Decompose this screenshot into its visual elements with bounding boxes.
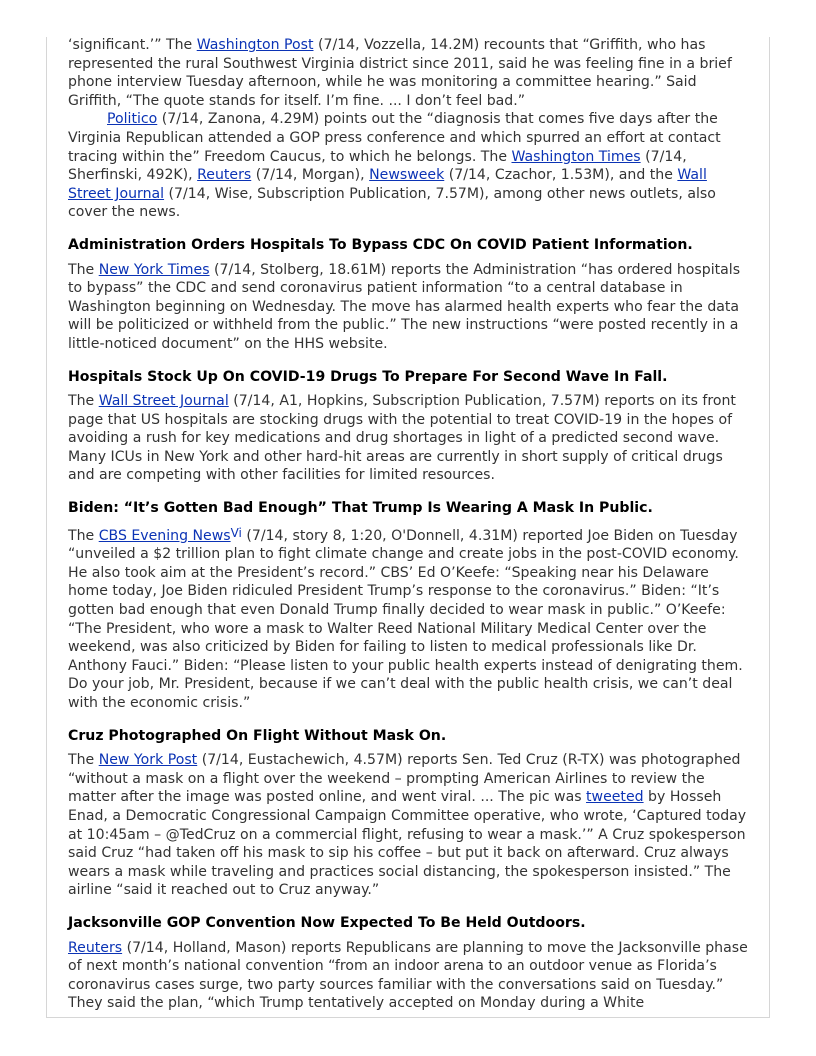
- article-heading-hospitals-bypass-cdc: Administration Orders Hospitals To Bypass CDC On COVID Patient Information.: [68, 236, 693, 253]
- new-york-times-link[interactable]: New York Times: [98, 261, 210, 278]
- cbs-evening-news-link[interactable]: CBS Evening News: [98, 527, 231, 544]
- article-paragraph-cruz-mask: The New York Post (7/14, Eustachewich, 4.57M) reports Sen. Ted Cruz (R-TX) was photographed “without a mask on a flight over the weekend – prompting American Airlines to review the matter after the image was posted online, and went viral. ... The pic was tweeted by Hosseh Enad, a Democratic Congressional Campaign Committee operative, who wrote, ‘Captured today at 10:45am – @TedCruz on a commercial flight, refusing to wear a mask.’” A Cruz spokesperson said Cruz “had taken off his mask to sip his coffee – but put it back on afterward. Cruz always wears a mask while traveling and practices social distancing, the spokesperson insisted.” The airline “said it reached out to Cruz anyway.”: [68, 752, 747, 899]
- newsweek-link[interactable]: Newsweek: [369, 167, 445, 184]
- article-paragraph-hospitals-bypass-cdc: The New York Times (7/14, Stolberg, 18.61M) reports the Administration “has ordered hospitals to bypass” the CDC and send coronavirus patient information “to a central database in Washington beginning on Wednesday. The move has alarmed health experts who fear the data will be politicized or withheld from the public.” The new instructions “were posted recently in a little-noticed document” on the HHS website.: [68, 261, 741, 352]
- article-heading-jacksonville-convention: Jacksonville GOP Convention Now Expected To Be Held Outdoors.: [68, 914, 586, 931]
- reuters-link[interactable]: Reuters: [197, 167, 252, 184]
- article-paragraph-jacksonville-convention: Reuters (7/14, Holland, Mason) reports Republicans are planning to move the Jacksonville phase of next month’s national convention “from an indoor arena to an outdoor venue as Florida’s coronavirus cases surge, two party sources familiar with the conversations said on Tuesday.” They said the plan, “which Trump tentatively accepted on Monday during a White: [68, 939, 748, 1012]
- wall-street-journal-link[interactable]: Wall Street Journal: [68, 167, 707, 202]
- griffith-paragraph-2: Politico (7/14, Zanona, 4.29M) points out the “diagnosis that comes five days after the Virginia Republican attended a GOP press conference and which spurred an effort at contact tracing within the” Freedom Caucus, to which he belongs. The Washington Times (7/14, Sherfinski, 492K), Reuters (7/14, Morgan), Newsweek (7/14, Czachor, 1.53M), and the Wall Street Journal (7/14, Wise, Subscription Publication, 7.57M), among other news outlets, also cover the news.: [68, 111, 721, 221]
- article-heading-biden-mask: Biden: “It’s Gotten Bad Enough” That Trump Is Wearing A Mask In Public.: [68, 500, 653, 517]
- washington-times-link[interactable]: Washington Times: [511, 148, 641, 165]
- reuters-link[interactable]: Reuters: [68, 939, 123, 956]
- washington-post-link[interactable]: Washington Post: [196, 37, 314, 53]
- tweeted-link[interactable]: tweeted: [586, 789, 644, 806]
- article-heading-cruz-mask: Cruz Photographed On Flight Without Mask On.: [68, 727, 447, 744]
- politico-link[interactable]: Politico: [107, 111, 158, 128]
- wall-street-journal-link[interactable]: Wall Street Journal: [98, 393, 229, 410]
- article-paragraph-hospitals-stock-drugs: The Wall Street Journal (7/14, A1, Hopkins, Subscription Publication, 7.57M) reports on its front page that US hospitals are stocking drugs with the potential to treat COVID-19 in the hopes of avoiding a rush for key medications and drug shortages in light of a predicted second wave. Many ICUs in New York and other hard-hit areas are currently in short supply of critical drugs and are competing with other facilities for limited resources.: [68, 393, 736, 484]
- video-indicator[interactable]: Vi: [230, 525, 242, 540]
- article-heading-hospitals-stock-drugs: Hospitals Stock Up On COVID-19 Drugs To Prepare For Second Wave In Fall.: [68, 368, 668, 385]
- griffith-paragraph-1: ‘significant.’” The Washington Post (7/14, Vozzella, 14.2M) recounts that “Griffith, who has represented the rural Southwest Virginia district since 2011, said he was feeling fine in a brief phone interview Tuesday afternoon, while he was monitoring a committee hearing.” Said Griffith, “The quote stands for itself. I’m fine. ... I don’t feel bad.”: [68, 37, 732, 109]
- article-paragraph-biden-mask: The CBS Evening News$^{Vi}$ (7/14, story 8, 1:20, O'Donnell, 4.31M) reported Joe Biden on Tuesday “unveiled a $2 trillion plan to fight climate change and create jobs in the post-COVID economy. He also took aim at the President’s record.” CBS’ Ed O’Keefe: “Speaking near his Delaware home today, Joe Biden ridiculed President Trump’s response to the coronavirus.” Biden: “It’s gotten bad enough that even Donald Trump finally decided to wear mask in public.” O’Keefe: “The President, who wore a mask to Walter Reed National Military Medical Center over the weekend, was also criticized by Biden for failing to listen to medical professionals like Dr. Anthony Fauci.” Biden: “Please listen to your public health experts instead of denigrating them. Do your job, Mr. President, because if we can’t deal with the public health crisis, we can’t deal with the economic crisis.”: [68, 525, 743, 711]
- new-york-post-link[interactable]: New York Post: [98, 752, 198, 769]
- document-body: [68, 36, 750, 1013]
